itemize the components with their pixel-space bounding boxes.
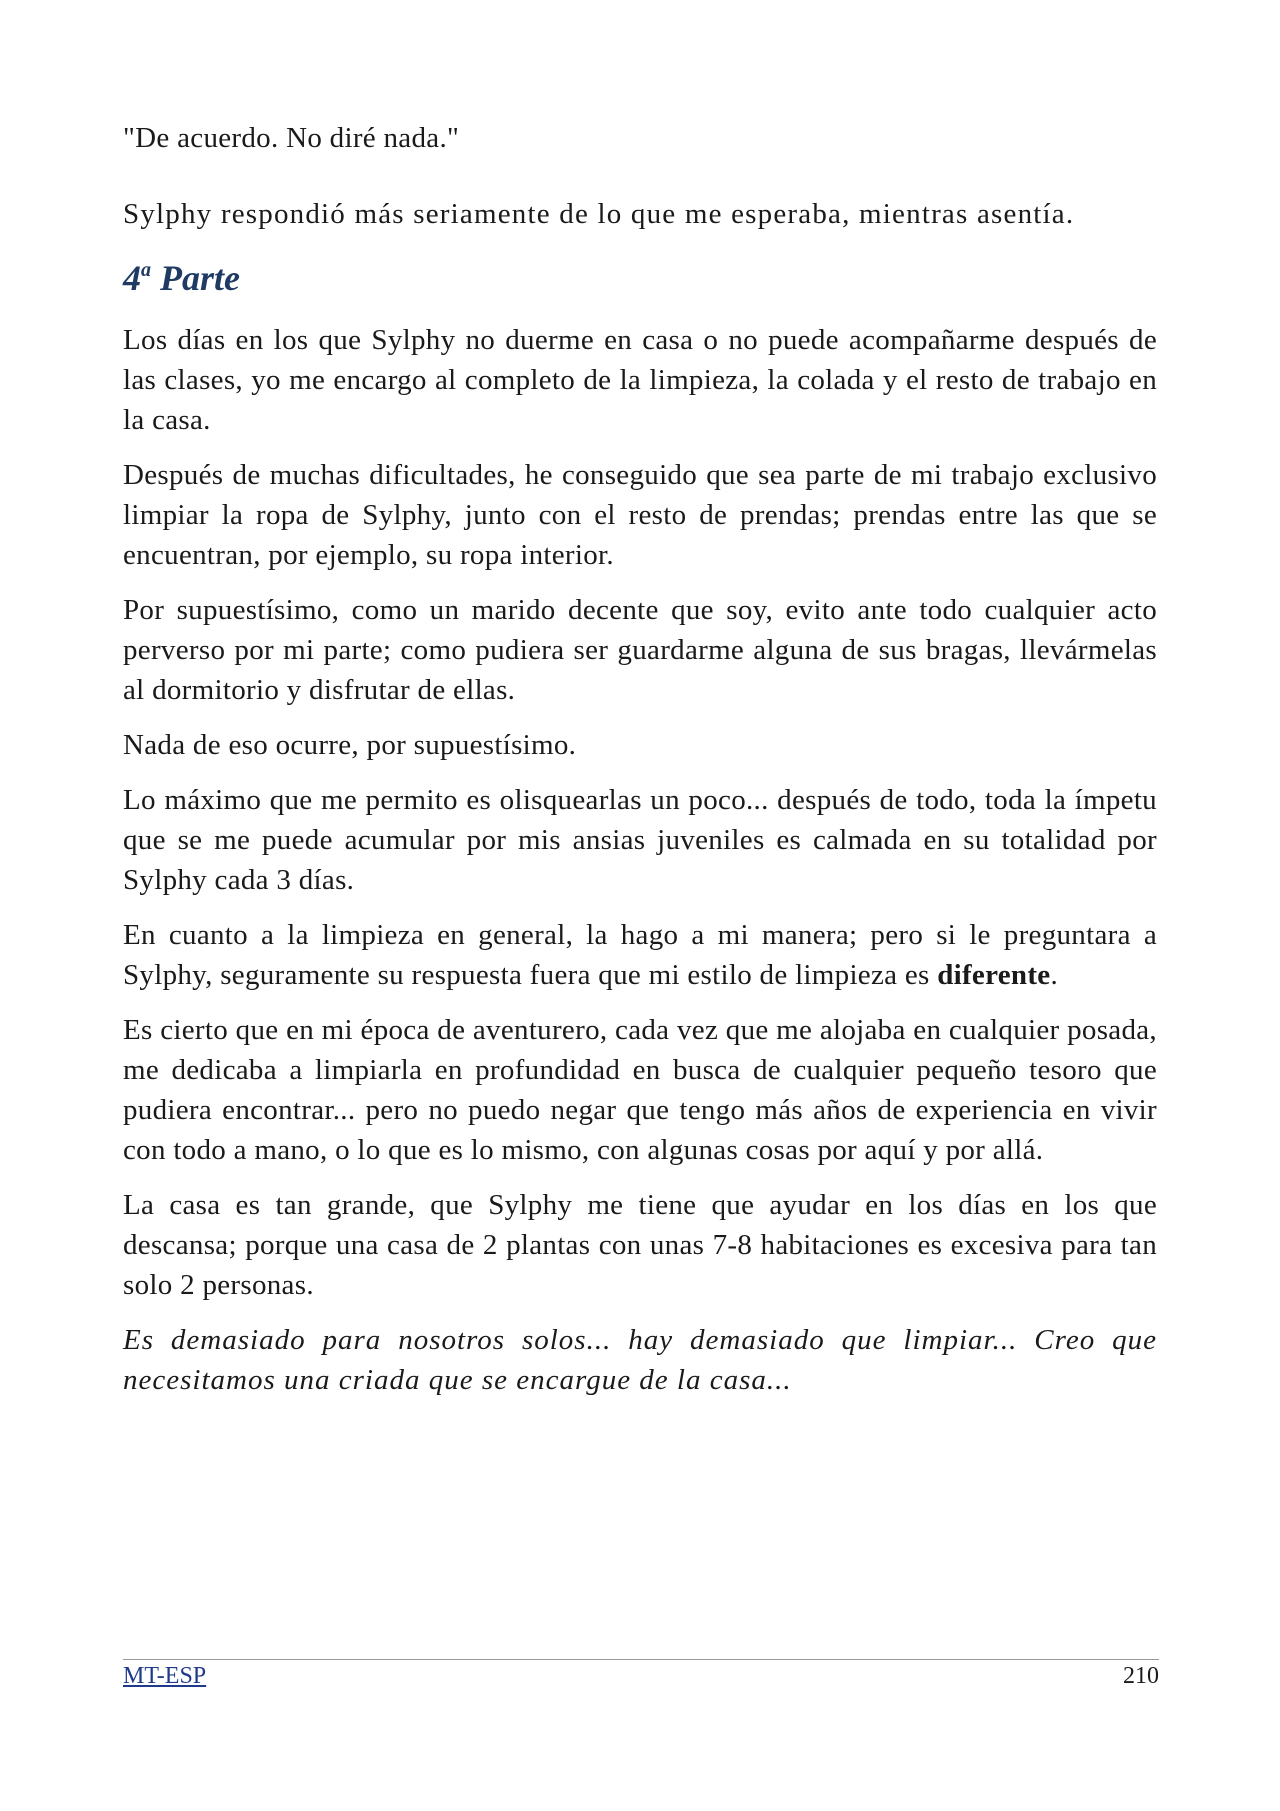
page-body [123,118,1157,1415]
paragraph-11-thought: Es demasiado para nosotros solos... hay demasiado que limpiar... Creo que necesitamos una criada que se encargue de la casa... [123,1324,1157,1396]
paragraph-5: Por supuestísimo, como un marido decente que soy, evito ante todo cualquier acto perverso por mi parte; como pudiera ser guardarme alguna de sus bragas, llevármelas al dormitorio y disfrutar de ellas. [123,594,1157,706]
paragraph-8-start: En cuanto a la limpieza en general, la hago a mi manera; pero si le preguntara a Sylphy, seguramente su respuesta fuera que mi estilo de limpieza es [123,919,1157,991]
page-number: 210 [1123,1663,1159,1689]
paragraph-2: Sylphy respondió más seriamente de lo que me esperaba, mientras asentía. [123,198,1075,230]
section-heading [123,254,1157,302]
paragraph-4: Después de muchas dificultades, he conseguido que sea parte de mi trabajo exclusivo limpiar la ropa de Sylphy, junto con el resto de prendas; prendas entre las que se encuentran, por ejemplo, su ropa interior. [123,459,1157,571]
paragraph-9: Es cierto que en mi época de aventurero, cada vez que me alojaba en cualquier posada, me dedicaba a limpiarla en profundidad en busca de cualquier pequeño tesoro que pudiera encontrar... pero no puedo negar que tengo más años de experiencia en vivir con todo a mano, o lo que es lo mismo, con algunas cosas por aquí y por allá. [123,1014,1157,1166]
paragraph-6: Nada de eso ocurre, por supuestísimo. [123,729,577,761]
heading-number: 4 [123,258,141,298]
heading-ordinal: a [141,259,151,281]
footer-divider [123,1659,1159,1660]
paragraph-10: La casa es tan grande, que Sylphy me tiene que ayudar en los días en los que descansa; porque una casa de 2 plantas con unas 7-8 habitaciones es excesiva para tan solo 2 personas. [123,1189,1157,1301]
paragraph-7: Lo máximo que me permito es olisquearlas un poco... después de todo, toda la ímpetu que se me puede acumular por mis ansias juveniles es calmada en su totalidad por Sylphy cada 3 días. [123,784,1157,896]
heading-text: Parte [151,258,240,298]
paragraph-3: Los días en los que Sylphy no duerme en casa o no puede acompañarme después de las clases, yo me encargo al completo de la limpieza, la colada y el resto de trabajo en la casa. [123,324,1157,436]
footer-link-mt-esp[interactable]: MT-ESP [123,1663,207,1689]
emphasis-diferente: diferente [937,959,1051,991]
paragraph-8-end: . [1050,959,1059,991]
paragraph-1: "De acuerdo. No diré nada." [123,122,460,154]
paragraph-8 [123,915,1157,995]
